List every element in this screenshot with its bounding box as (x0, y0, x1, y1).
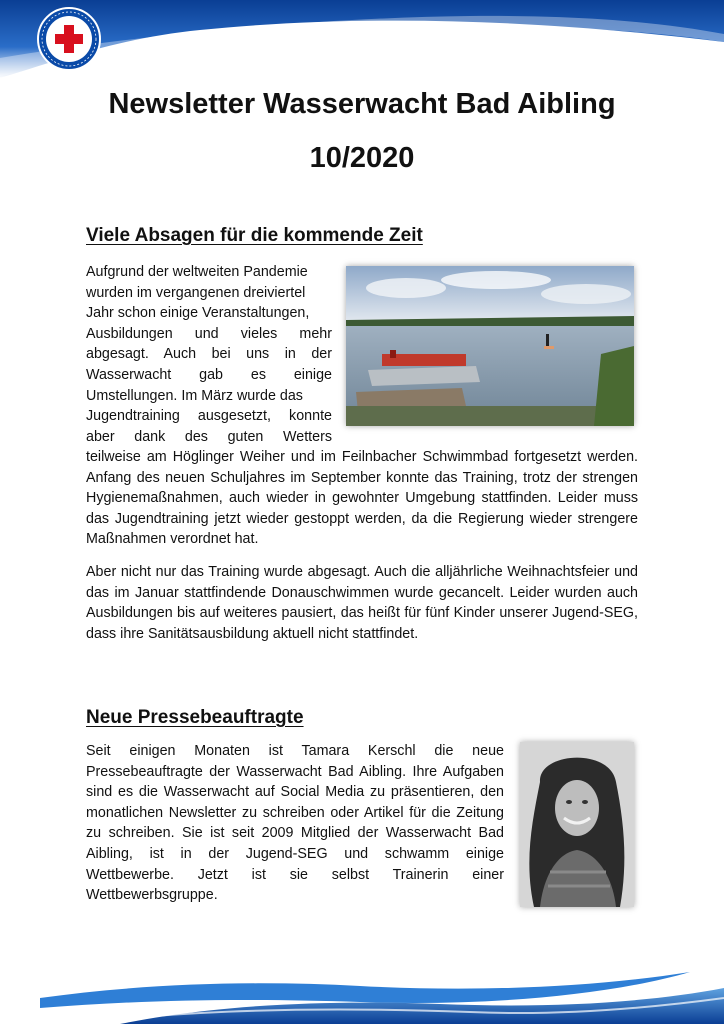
newsletter-title: Newsletter Wasserwacht Bad Aibling (108, 88, 616, 120)
text-line: abgesagt. Auch bei uns in der (86, 346, 332, 362)
wasserwacht-logo (36, 6, 102, 72)
lake-training-photo (346, 266, 634, 426)
section-heading-pressebeauftragte: Neue Pressebeauftragte (86, 707, 304, 728)
text-line: Umstellungen. Im März wurde das (86, 388, 303, 404)
section2-paragraph: Seit einigen Monaten ist Tamara Kerschl die neue Pressebeauftragte der Wasserwacht Bad Aibling. Ihre Aufgaben sind es die Wasserwacht auf Social Media zu präsentieren, den monatlichen Newsletter zu schreiben oder Artikel für die Zeitung zu schreiben. Sie ist seit 2009 Mitglied der Wasserwacht Bad Aibling, ist in der Jugend-SEG und schwamm einige Wettbewerbe. Jetzt ist sie selbst Trainerin einer Wettbewerbsgruppe. (86, 743, 504, 904)
text-line: Wasserwacht gab es einige (86, 367, 332, 383)
text-line: Aufgrund der weltweiten Pandemie (86, 264, 308, 280)
text-line: Jahr schon einige Veranstaltungen, (86, 305, 310, 321)
text-line: wurden im vergangenen dreiviertel (86, 285, 306, 301)
section-heading-absagen: Viele Absagen für die kommende Zeit (86, 225, 423, 246)
portrait-photo (520, 742, 634, 907)
newsletter-issue: 10/2020 (309, 142, 415, 174)
text-line: Ausbildungen und vieles mehr (86, 326, 332, 342)
footer-wave-band (0, 958, 724, 1024)
text-line: Jugendtraining ausgesetzt, konnte (86, 408, 332, 424)
section1-paragraph2: Aber nicht nur das Training wurde abgesagt. Auch die alljährliche Weihnachtsfeier und das im Januar stattfindende Donauschwimmen wurde gecancelt. Leider wurden auch Ausbildungen bis auf weiteres pausiert, das heißt für fünf Kinder unserer Jugend-SEG, dass ihre Sanitätsausbildung aktuell nicht stattfindet. (86, 564, 638, 642)
section1-paragraph1-continued: teilweise am Höglinger Weiher und im Feilnbacher Schwimmbad fortgesetzt werden. Anfang des neuen Schuljahres im September konnte das Training, trotz der strengen Hygienemaßnahmen, auch wieder in gewohnter Umgebung stattfinden. Leider muss das Jugendtraining jetzt wieder gestoppt werden, da die Regierung wieder strengere Maßnahmen verordnet hat. (86, 449, 638, 548)
header-wave-band (0, 0, 724, 92)
text-line: aber dank des guten Wetters (86, 429, 332, 445)
